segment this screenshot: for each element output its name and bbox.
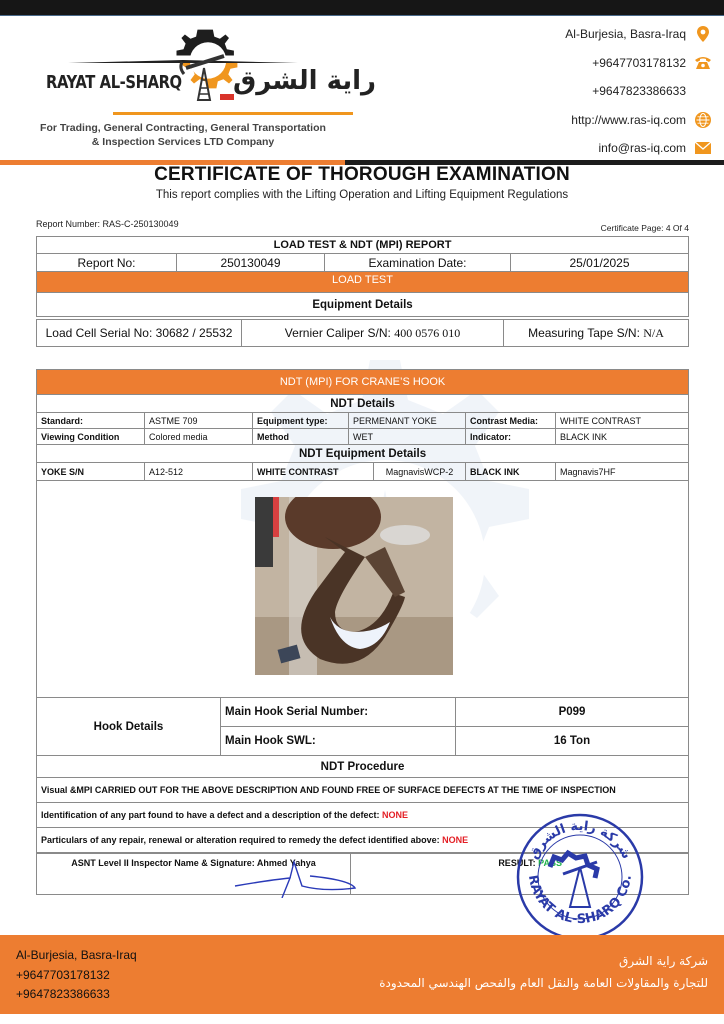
exam-date-label: Examination Date: [325,254,511,272]
tape-value: N/A [643,325,664,340]
contact-email[interactable] [522,134,712,163]
indicator-value: BLACK INK [556,429,689,445]
page-subtitle: This report complies with the Lifting Operation and Lifting Equipment Regulations [155,189,569,201]
company-logo [18,20,377,150]
hook-swl-label: Main Hook SWL: [221,727,456,756]
vernier-value: 400 0576 010 [394,325,461,340]
telephone-icon [694,54,712,72]
footer-phone-2[interactable]: +9647823386633 [16,987,110,1001]
black-ink-value: Magnavis7HF [556,463,689,481]
exam-date-value: 25/01/2025 [511,254,689,272]
footer-bar [0,935,724,1014]
envelope-icon [694,139,712,157]
result-value: PASS [538,858,562,868]
yoke-sn-label: YOKE S/N [37,463,145,481]
oil-pump-icon [176,50,236,110]
footer-arabic-company: شركة راية الشرق [619,954,708,968]
logo-arabic-name: راية الشرق [233,66,377,96]
repair-label: Particulars of any repair, renewal or alteration required to remedy the defect identified above: [41,835,443,845]
stamp-english-text: RAYAT AL-SHARQ Co. [524,873,635,928]
company-tagline [18,121,348,149]
vernier-label: Vernier Caliper S/N: [284,325,395,340]
black-ink-label: BLACK INK [466,463,556,481]
contrast-media-value: WHITE CONTRAST [556,413,689,429]
indicator-label: Indicator: [466,429,556,445]
contact-address [522,20,712,49]
report-number: Report Number: RAS-C-250130049 [36,219,179,229]
contrast-media-label: Contrast Media: [466,413,556,429]
ndt-section-header: NDT (MPI) FOR CRANE’S HOOK [37,370,689,395]
load-cell-serial: Load Cell Serial No: 30682 / 25532 [37,320,242,347]
footer-address: Al-Burjesia, Basra-Iraq [16,948,137,962]
white-contrast-value: MagnavisWCP-2 [374,463,466,481]
repair-value: NONE [442,835,469,845]
hook-serial-label: Main Hook Serial Number: [221,698,456,727]
result-label: RESULT: [498,858,539,868]
load-test-section-header: LOAD TEST [37,272,689,293]
standard-label: Standard: [37,413,145,429]
report-title: LOAD TEST & NDT (MPI) REPORT [37,237,689,254]
equipment-type-value: PERMENANT YOKE [349,413,466,429]
inspector-signature [230,858,360,898]
load-test-table [36,236,689,317]
company-stamp-icon [515,812,645,942]
footer-phone-1[interactable]: +9647703178132 [16,967,110,982]
vernier-caliper-serial [242,320,504,347]
hook-details-heading: Hook Details [37,698,221,756]
standard-value: ASTME 709 [145,413,253,429]
crane-hook-image [255,497,453,675]
email-link[interactable]: info@ras-iq.com [598,141,686,156]
contact-phone-1[interactable] [522,49,712,78]
footer-contact [16,946,137,1005]
logo-english-name: RAYAT AL-SHARQ [46,72,182,93]
hook-swl-value: 16 Ton [456,727,689,756]
hook-serial-value: P099 [456,698,689,727]
globe-icon [694,111,712,129]
report-no-value: 250130049 [177,254,325,272]
page-title: CERTIFICATE OF THOROUGH EXAMINATION [154,164,570,185]
phone-1-link[interactable]: +9647703178132 [592,55,686,70]
inspector-name: ASNT Level II Inspector Name & Signature: Ahmed Yahya [37,854,351,895]
bottom-strip [0,1014,724,1024]
method-value: WET [349,429,466,445]
ndt-table [36,369,689,463]
viewing-condition-label: Viewing Condition [37,429,145,445]
method-label: Method [253,429,349,445]
white-contrast-label: WHITE CONTRAST [253,463,374,481]
contact-phone-2[interactable] [522,77,712,106]
defect-value: NONE [382,810,409,820]
phone-2-link[interactable]: +9647823386633 [592,84,686,99]
ndt-details-heading: NDT Details [37,395,689,413]
location-pin-icon [694,25,712,43]
ndt-procedure-heading: NDT Procedure [37,756,689,778]
tape-label: Measuring Tape S/N: [528,325,644,340]
equipment-type-label: Equipment type: [253,413,349,429]
stamp-arabic-text: شركة راية الشرق [526,818,634,862]
footer-arabic [379,950,708,994]
tagline-line-2: & Inspection Services LTD Company [91,136,275,148]
tagline-line-1: For Trading, General Contracting, General Transportation [40,122,326,134]
ndt-equipment-heading: NDT Equipment Details [37,445,689,463]
load-test-equipment-table [36,319,689,347]
report-no-label: Report No: [37,254,177,272]
svg-text:RAYAT AL-SHARQ Co. [525,874,635,927]
certificate-page: Certificate Page: 4 Of 4 [600,223,689,233]
contact-info [522,20,712,163]
defect-label: Identification of any part found to have a defect and a description of the defect: [41,810,383,820]
procedure-statement: Visual &MPI CARRIED OUT FOR THE ABOVE DESCRIPTION AND FOUND FREE OF SURFACE DEFECTS AT THE TIME OF INSPECTION [37,778,689,803]
logo-swoosh-bottom [113,112,353,115]
top-dark-bar [0,0,724,16]
viewing-condition-value: Colored media [145,429,253,445]
measuring-tape-serial [504,320,689,347]
equipment-details-heading: Equipment Details [37,293,689,317]
website-link[interactable]: http://www.ras-iq.com [571,112,686,127]
footer-arabic-tagline: للتجارة والمقاولات العامة والنقل العام والفحص الهندسي المحدودة [379,976,708,990]
yoke-sn-value: A12-512 [145,463,253,481]
address-text: Al-Burjesia, Basra-Iraq [565,27,686,42]
contact-website[interactable] [522,106,712,135]
hook-photo [255,497,453,675]
